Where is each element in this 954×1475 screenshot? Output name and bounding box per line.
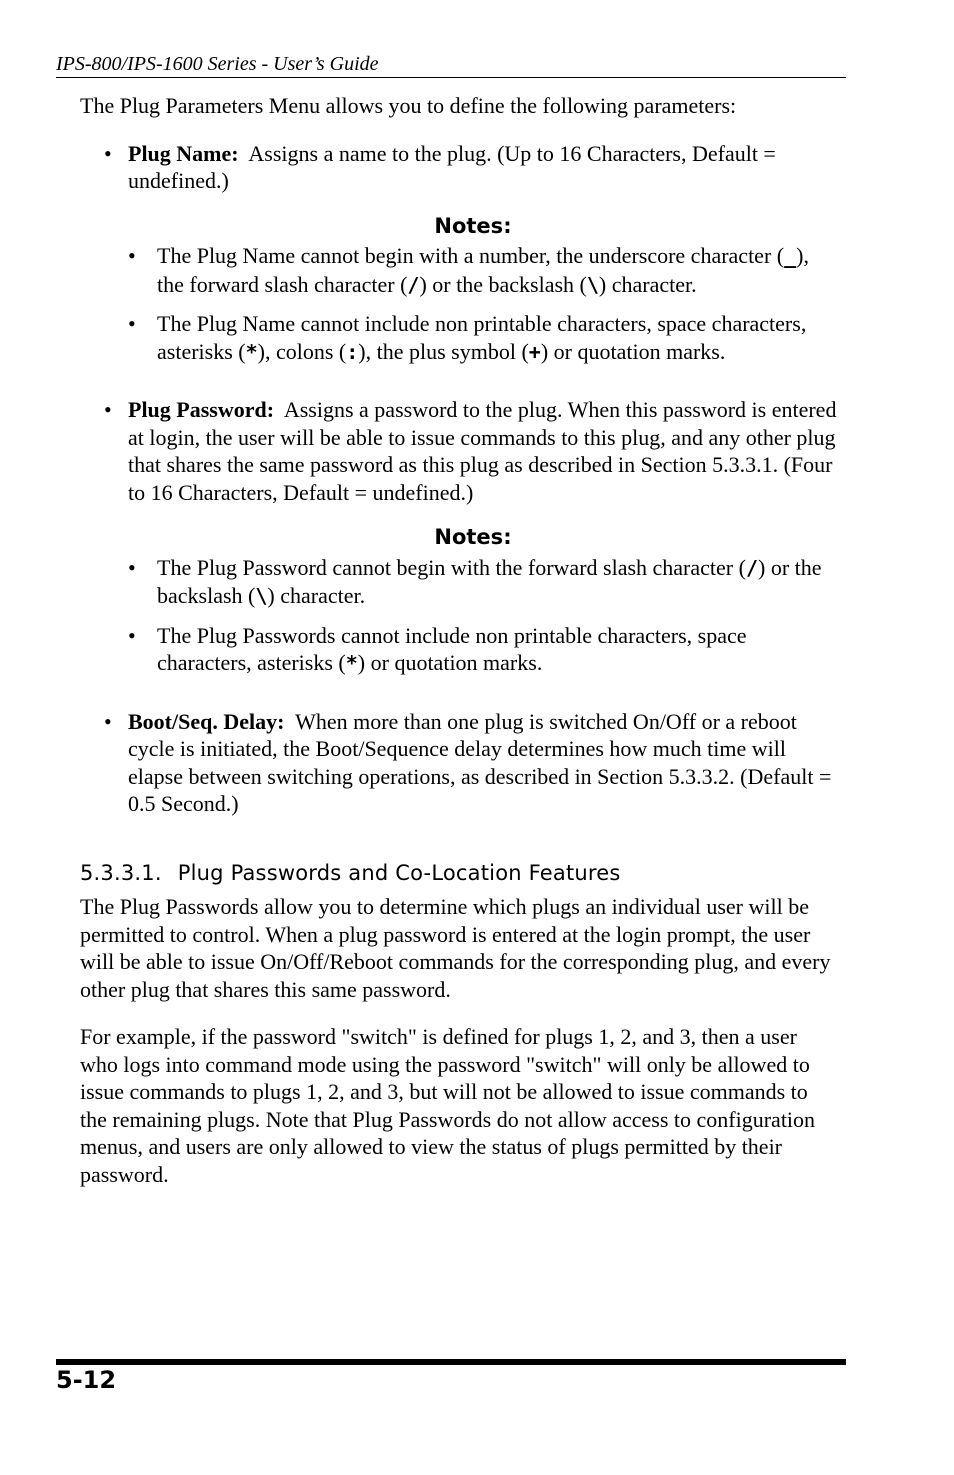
bullet-boot-delay [80,708,840,818]
page-content [80,92,840,1208]
plug-name-group [80,140,840,367]
bullet-plug-name [80,140,840,195]
page-number: 5-12 [56,1366,117,1394]
asterisk-char: * [245,339,258,364]
term-boot-delay: Boot/Seq. Delay: [128,708,285,734]
desc-boot-delay: When more than one plug is switched On/Off or a reboot cycle is initiated, the Boot/Sequence delay determines how much time will elapse between switching operations, as described in Section 5.3.3.2. (Default = 0.5 Second.) [128,708,832,816]
bullet-plug-password [80,396,840,506]
intro-paragraph: The Plug Parameters Menu allows you to define the following parameters: [80,93,737,118]
section-paragraph-1: The Plug Passwords allow you to determine which plugs an individual user will be permitted to control. When a plug password is entered at the login prompt, the user will be able to issue On/Off/Reboot commands for the corresponding plug, and every other plug that shares this same password. [80,894,831,1002]
section-number: 5.3.3.1. [80,860,162,885]
plug-password-group [80,396,840,678]
section-heading [80,860,840,888]
desc-plug-password: Assigns a password to the plug. When this password is entered at login, the user will be able to issue commands to this plug, and any other plug that shares the same password as this plug as described in Section 5.3.3.1. (Four to 16 Characters, Default = undefined.) [128,397,837,505]
colon-char: : [346,339,359,364]
note-plug-password-1: • The Plug Password cannot begin with the forward slash character (/) or the backslash (\) character. [128,554,822,608]
note-plug-name-1: • The Plug Name cannot begin with a number, the underscore character (_), the forward slash character (/) or the backslash (\) character. [128,243,809,297]
bullet-dot: • [104,397,112,422]
backslash-char: \ [586,272,599,297]
note-dot: • [128,311,136,336]
running-header [56,51,846,78]
slash-char: / [745,555,758,580]
desc-plug-name: Assigns a name to the plug. (Up to 16 Characters, Default = undefined.) [128,140,776,193]
footer-rule [56,1359,846,1365]
underscore-char: _ [784,244,797,268]
notes-heading: Notes: [434,525,512,549]
bullet-dot: • [104,140,112,166]
note-plug-password-2: • The Plug Passwords cannot include non printable characters, space characters, asterisks (*) or quotation marks. [128,622,747,675]
backslash-char: \ [255,584,268,608]
slash-char: / [407,272,420,297]
asterisk-char: * [345,651,358,675]
note-dot: • [128,554,136,580]
notes-heading: Notes: [434,213,512,238]
term-plug-password: Plug Password: [128,397,275,422]
note-plug-name-2: • The Plug Name cannot include non printable characters, space characters, asterisks (*), colons (:), the plus symbol (+) or quotation marks. [128,311,807,364]
note-dot: • [128,622,136,648]
section-paragraph-2: For example, if the password "switch" is defined for plugs 1, 2, and 3, then a user who logs into command mode using the password "switch" will only be allowed to issue commands to plugs 1, 2, and 3, but will not be allowed to issue commands to the remaining plugs. Note that Plug Passwords do not allow access to configuration menus, and users are only allowed to view the status of plugs permitted by their password. [80,1024,816,1187]
bullet-dot: • [104,708,112,734]
note-dot: • [128,243,136,268]
term-plug-name: Plug Name: [128,140,239,166]
plus-char: + [528,339,541,364]
section-title: Plug Passwords and Co-Location Features [177,860,621,885]
header-title: IPS-800/IPS-1600 Series - User’s Guide [56,53,379,75]
